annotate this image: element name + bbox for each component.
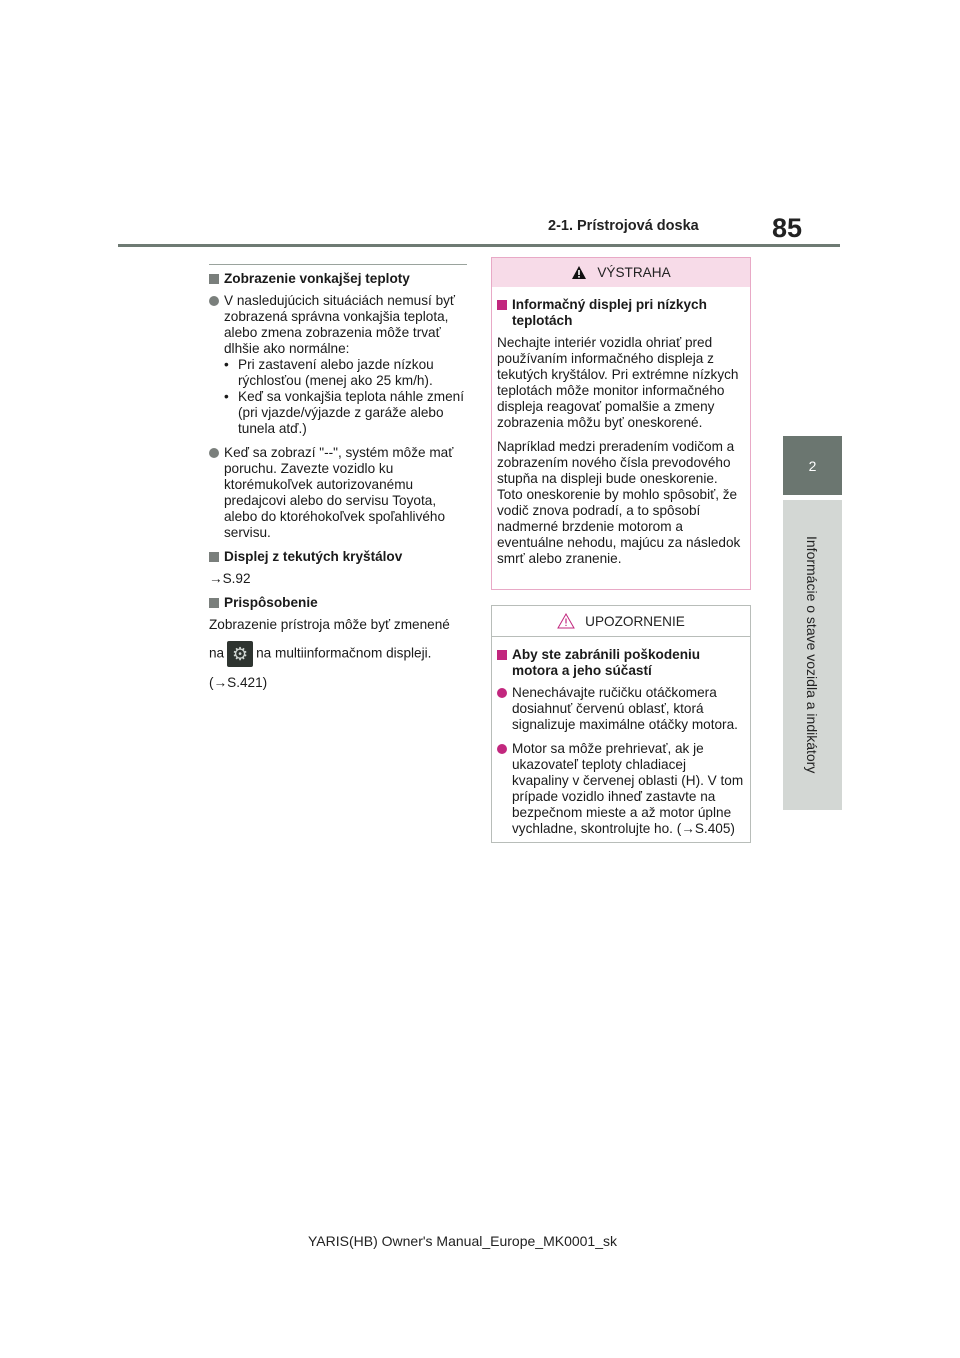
bullet-item: V nasledujúcich situáciách nemusí byť zobrazená správna vonkajšia teplota, alebo zmena zobrazenia môže trvať dlhšie ako normálne: • Pri zastavení alebo jazde nízkou rýchlosťou (menej ako 25 km/h). • Keď sa vonkajšia teplota náhle zmení (pri vjazde/výjazde z garáže alebo tunela atď.) <box>209 293 467 437</box>
round-bullet-icon <box>497 688 507 698</box>
bullet-item: Motor sa môže prehrievať, ak je ukazovateľ teploty chladiacej kvapaliny v červenej oblasti (H). V tom prípade vozidlo ihneď zastavte na bezpečnom mieste a až motor úplne vychladne, skontrolujte ho. (→S.405) <box>497 741 745 837</box>
square-bullet-icon <box>209 274 219 284</box>
heading-lcd: Displej z tekutých kryštálov <box>209 549 467 565</box>
warning-box <box>491 257 751 590</box>
page-number: 85 <box>772 213 803 243</box>
square-bullet-icon <box>209 552 219 562</box>
chapter-tab-label: Informácie o stave vozidla a indikátory <box>804 536 820 774</box>
warning-text: Nechajte interiér vozidla ohriať pred používaním informačného displeja z tekutých kryštálov. Pri extrémne nízkych teplotách môže monitor informačného displeja reagovať pomalšie a zmeny zobrazenia môžu byť oneskorené. <box>497 335 739 430</box>
customize-text: Zobrazenie prístroja môže byť zmenené <box>209 617 450 632</box>
customize-text-2: na ⚙ na multiinformačnom displeji. <box>209 641 467 667</box>
section-title: 2-1. Prístrojová doska <box>548 218 699 234</box>
warning-text: Napríklad medzi preradením vodičom a zobrazením nového čísla prevodového stupňa na displeji bude oneskorenie. Toto oneskorenie by mohlo spôsobiť, že vodič znova podradí, a to spôsobí nadmerné brzdenie motorom a eventuálne nehodu, majúcu za následok smrť alebo zranenie. <box>497 439 741 566</box>
warning-heading: Informačný displej pri nízkych teplotách <box>497 297 745 329</box>
sub-item: • Keď sa vonkajšia teplota náhle zmení (pri vjazde/výjazde z garáže alebo tunela atď.) <box>224 389 464 436</box>
footer: YARIS(HB) Owner's Manual_Europe_MK0001_sk <box>308 1233 617 1249</box>
round-bullet-icon <box>497 744 507 754</box>
gear-icon: ⚙ <box>227 641 253 667</box>
column-rule <box>209 264 467 265</box>
square-bullet-icon <box>209 598 219 608</box>
round-bullet-icon <box>209 448 219 458</box>
square-bullet-icon <box>497 300 507 310</box>
caution-triangle-icon <box>557 613 575 629</box>
round-bullet-icon <box>209 296 219 306</box>
heading-customize: Prispôsobenie <box>209 595 467 611</box>
notice-heading: Aby ste zabránili poškodeniu motora a jeho súčastí <box>497 647 745 679</box>
warning-header: VÝSTRAHA <box>492 258 750 287</box>
page-reference[interactable]: (→S.421) <box>209 675 268 690</box>
header-rule <box>118 244 840 247</box>
left-column <box>209 264 467 699</box>
heading-outside-temp: Zobrazenie vonkajšej teploty <box>209 271 467 287</box>
sub-item: • Pri zastavení alebo jazde nízkou rýchlosťou (menej ako 25 km/h). <box>224 357 434 388</box>
bullet-item: Nenechávajte ručičku otáčkomera dosiahnuť červenú oblasť, ktorá signalizuje maximálne otáčky motora. <box>497 685 745 733</box>
notice-header: UPOZORNENIE <box>492 606 750 637</box>
notice-box <box>491 605 751 843</box>
warning-triangle-icon <box>571 265 587 280</box>
bullet-item: Keď sa zobrazí "--", systém môže mať poruchu. Zavezte vozidlo ku ktorémukoľvek autorizovanému predajcovi alebo do servisu Toyota, alebo do ktoréhokoľvek spoľahlivého servisu. <box>209 445 467 541</box>
chapter-tab-number: 2 <box>783 436 842 495</box>
square-bullet-icon <box>497 650 507 660</box>
page-reference[interactable]: →S.92 <box>209 571 251 586</box>
